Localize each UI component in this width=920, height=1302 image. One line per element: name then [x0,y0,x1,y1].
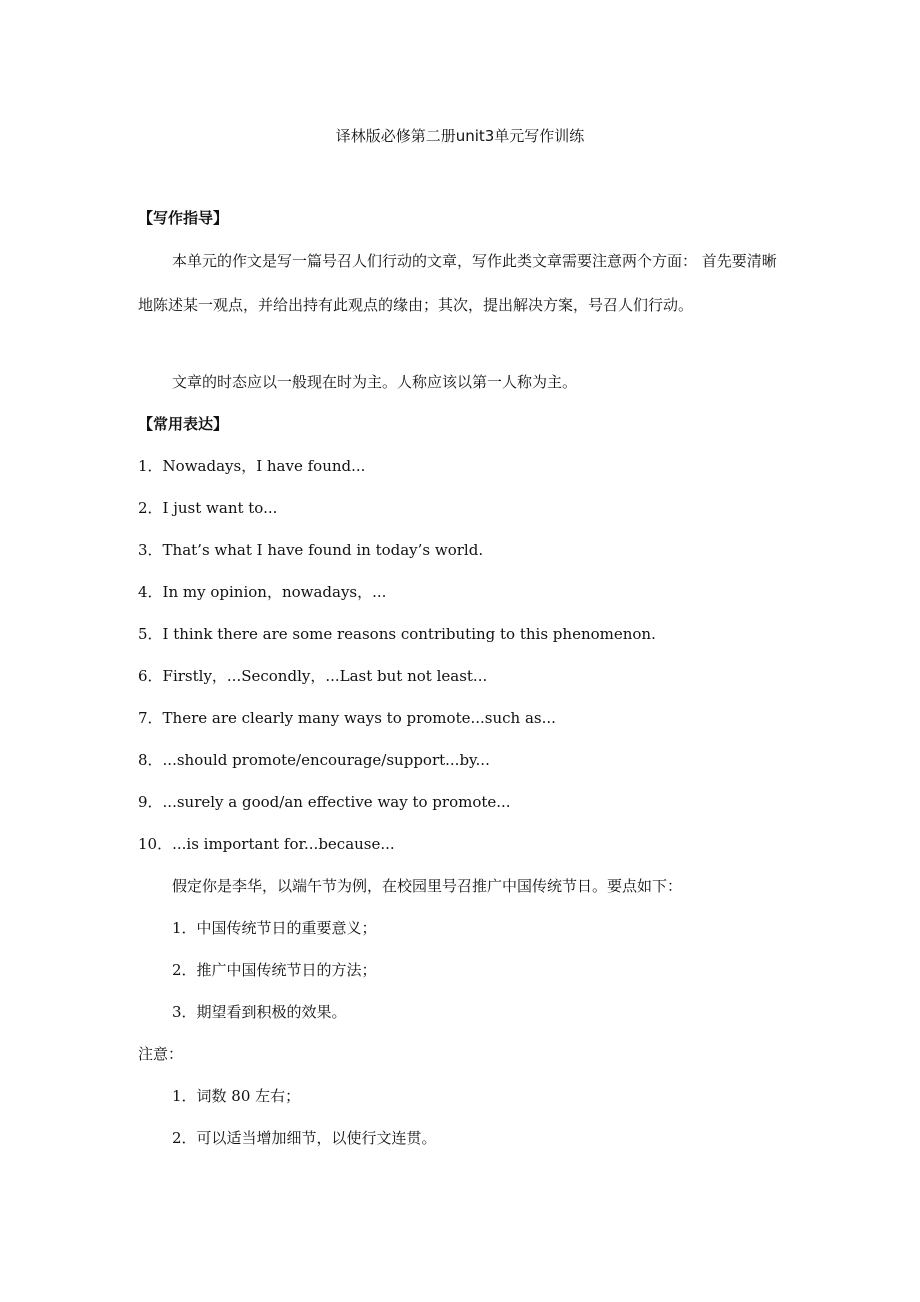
note-item: 2．可以适当增加细节，以使行文连贯。 [172,1129,437,1147]
section-heading-expressions: 【常用表达】 [138,415,229,433]
expression-item: 1．Nowadays，I have found... [138,457,366,475]
task-point: 2．推广中国传统节日的方法； [172,961,377,979]
guide-paragraph-2: 文章的时态应以一般现在时为主。人称应该以第一人称为主。 [172,373,578,391]
expression-item: 5．I think there are some reasons contributing to this phenomenon. [138,625,656,643]
task-intro: 假定你是李华，以端午节为例，在校园里号召推广中国传统节日。要点如下： [172,877,683,895]
notes-label: 注意： [138,1045,184,1063]
note-item: 1．词数 80 左右； [172,1087,301,1105]
guide-paragraph-1: 本单元的作文是写一篇号召人们行动的文章，写作此类文章需要注意两个方面： 首先要清晰地陈述某一观点，并给出持有此观点的缘由；其次，提出解决方案，号召人们行动。 [138,252,777,314]
expression-item: 8．...should promote/encourage/support...by... [138,751,490,769]
task-point: 3．期望看到积极的效果。 [172,1003,347,1021]
expression-item: 10．...is important for...because... [138,835,395,853]
section-heading-writing-guide: 【写作指导】 [138,209,229,227]
expression-item: 7．There are clearly many ways to promote...such as... [138,709,556,727]
expression-item: 4．In my opinion，nowadays，... [138,583,387,601]
expression-item: 2．I just want to... [138,499,278,517]
expression-item: 9．...surely a good/an effective way to promote... [138,793,511,811]
expression-item: 6．Firstly，...Secondly，...Last but not least... [138,667,488,685]
document-title: 译林版必修第二册unit3单元写作训练 [335,127,585,145]
task-point: 1．中国传统节日的重要意义； [172,919,377,937]
expression-item: 3．That’s what I have found in today’s world. [138,541,484,559]
